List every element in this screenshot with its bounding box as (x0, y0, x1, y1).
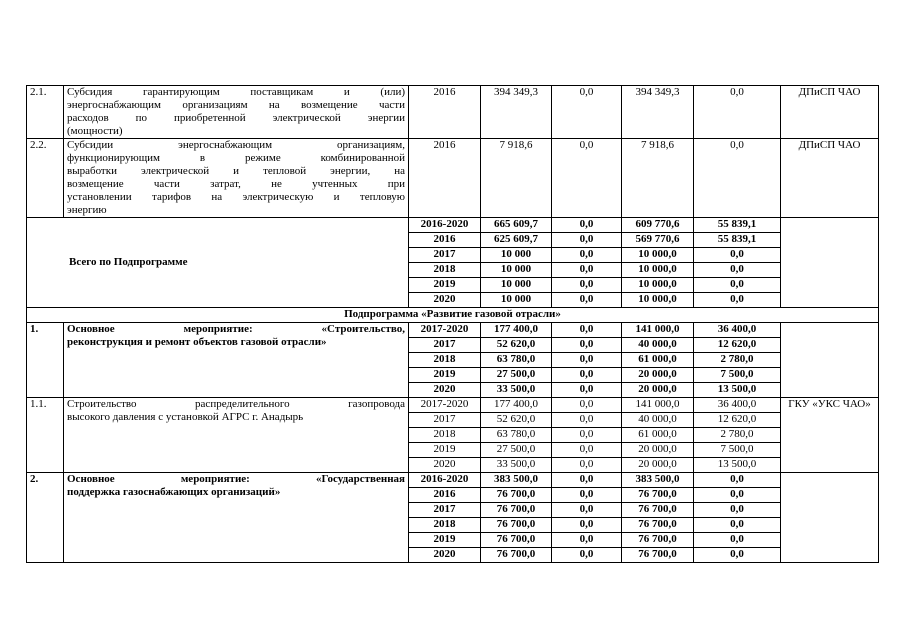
federal-cell: 0,0 (552, 86, 622, 139)
executor-cell: ГКУ «УКС ЧАО» (781, 398, 879, 473)
year-cell: 2020 (409, 293, 481, 308)
description-line: поддержка газоснабжающих организаций» (67, 486, 281, 498)
year-cell: 2019 (409, 443, 481, 458)
regional-cell: 40 000,0 (622, 338, 694, 353)
municipal-cell: 0,0 (694, 139, 781, 218)
municipal-cell: 55 839,1 (694, 218, 781, 233)
federal-cell: 0,0 (552, 473, 622, 488)
municipal-cell: 0,0 (694, 503, 781, 518)
table-row (27, 323, 879, 338)
description-cell (64, 139, 409, 218)
total-cell: 10 000 (481, 248, 552, 263)
total-cell: 10 000 (481, 278, 552, 293)
regional-cell: 20 000,0 (622, 383, 694, 398)
description-cell (64, 323, 409, 398)
item-number: 2.1. (27, 86, 64, 139)
municipal-cell: 0,0 (694, 518, 781, 533)
total-cell: 52 620,0 (481, 338, 552, 353)
year-cell: 2018 (409, 353, 481, 368)
regional-cell: 10 000,0 (622, 263, 694, 278)
description-line: расходов по приобретенной электрической энергии (67, 112, 405, 124)
description-line: Строительство распределительного газопровода (67, 398, 405, 410)
executor-cell (781, 473, 879, 563)
table-row (27, 218, 879, 233)
table-row (27, 398, 879, 413)
description-line: высокого давления с установкой АГРС г. Анадырь (67, 411, 304, 423)
year-cell: 2017-2020 (409, 323, 481, 338)
federal-cell: 0,0 (552, 263, 622, 278)
regional-cell: 10 000,0 (622, 293, 694, 308)
description-cell (64, 398, 409, 473)
year-cell: 2016-2020 (409, 473, 481, 488)
municipal-cell: 55 839,1 (694, 233, 781, 248)
year-cell: 2020 (409, 383, 481, 398)
federal-cell: 0,0 (552, 323, 622, 338)
regional-cell: 76 700,0 (622, 548, 694, 563)
regional-cell: 7 918,6 (622, 139, 694, 218)
municipal-cell: 13 500,0 (694, 383, 781, 398)
federal-cell: 0,0 (552, 368, 622, 383)
description-line: Субсидия гарантирующим поставщикам и (или) (67, 86, 405, 98)
federal-cell: 0,0 (552, 248, 622, 263)
total-cell: 10 000 (481, 263, 552, 278)
regional-cell: 141 000,0 (622, 323, 694, 338)
regional-cell: 569 770,6 (622, 233, 694, 248)
total-cell: 33 500,0 (481, 383, 552, 398)
municipal-cell: 0,0 (694, 248, 781, 263)
regional-cell: 61 000,0 (622, 428, 694, 443)
year-cell: 2017 (409, 503, 481, 518)
total-cell: 383 500,0 (481, 473, 552, 488)
regional-cell: 10 000,0 (622, 248, 694, 263)
section-header-row (27, 308, 879, 323)
federal-cell: 0,0 (552, 458, 622, 473)
item-number: 1. (27, 323, 64, 398)
federal-cell: 0,0 (552, 428, 622, 443)
municipal-cell: 7 500,0 (694, 368, 781, 383)
year-cell: 2020 (409, 548, 481, 563)
municipal-cell: 0,0 (694, 548, 781, 563)
description-cell (64, 86, 409, 139)
year-cell: 2016 (409, 488, 481, 503)
year-cell: 2016 (409, 233, 481, 248)
municipal-cell: 36 400,0 (694, 398, 781, 413)
total-cell: 76 700,0 (481, 503, 552, 518)
year-cell: 2016-2020 (409, 218, 481, 233)
total-cell: 76 700,0 (481, 518, 552, 533)
municipal-cell: 2 780,0 (694, 428, 781, 443)
description-line: реконструкция и ремонт объектов газовой отрасли» (67, 336, 327, 348)
municipal-cell: 0,0 (694, 488, 781, 503)
municipal-cell: 0,0 (694, 263, 781, 278)
municipal-cell: 0,0 (694, 533, 781, 548)
year-cell: 2017-2020 (409, 398, 481, 413)
total-cell: 7 918,6 (481, 139, 552, 218)
municipal-cell: 0,0 (694, 473, 781, 488)
regional-cell: 76 700,0 (622, 503, 694, 518)
description-line: энергоснабжающим организациям на возмещение части (67, 99, 405, 111)
description-line: установлении тарифов на электрическую и тепловую (67, 191, 405, 203)
total-cell: 76 700,0 (481, 548, 552, 563)
total-cell: 177 400,0 (481, 323, 552, 338)
description-line: выработки электрической и тепловой энергии, на (67, 165, 405, 177)
federal-cell: 0,0 (552, 413, 622, 428)
regional-cell: 76 700,0 (622, 533, 694, 548)
regional-cell: 76 700,0 (622, 518, 694, 533)
description-line: функционирующим в режиме комбинированной (67, 152, 405, 164)
municipal-cell: 12 620,0 (694, 413, 781, 428)
total-cell: 665 609,7 (481, 218, 552, 233)
executor-cell (781, 218, 879, 308)
federal-cell: 0,0 (552, 139, 622, 218)
table-row (27, 86, 879, 139)
executor-cell (781, 323, 879, 398)
year-cell: 2016 (409, 86, 481, 139)
description-line: Основное мероприятие: «Строительство, (67, 323, 405, 335)
regional-cell: 20 000,0 (622, 458, 694, 473)
description-line: возмещение части затрат, не учтенных при (67, 178, 405, 190)
item-number: 2.2. (27, 139, 64, 218)
regional-cell: 141 000,0 (622, 398, 694, 413)
year-cell: 2019 (409, 533, 481, 548)
table-row (27, 473, 879, 488)
total-cell: 63 780,0 (481, 428, 552, 443)
year-cell: 2020 (409, 458, 481, 473)
section-title: Подпрограмма «Развитие газовой отрасли» (27, 308, 879, 323)
total-cell: 76 700,0 (481, 533, 552, 548)
total-cell: 76 700,0 (481, 488, 552, 503)
municipal-cell: 36 400,0 (694, 323, 781, 338)
federal-cell: 0,0 (552, 533, 622, 548)
regional-cell: 61 000,0 (622, 353, 694, 368)
municipal-cell: 0,0 (694, 86, 781, 139)
municipal-cell: 7 500,0 (694, 443, 781, 458)
regional-cell: 20 000,0 (622, 368, 694, 383)
executor-cell: ДПиСП ЧАО (781, 139, 879, 218)
federal-cell: 0,0 (552, 548, 622, 563)
federal-cell: 0,0 (552, 218, 622, 233)
description-line: энергию (67, 204, 107, 216)
regional-cell: 394 349,3 (622, 86, 694, 139)
federal-cell: 0,0 (552, 518, 622, 533)
federal-cell: 0,0 (552, 338, 622, 353)
total-cell: 52 620,0 (481, 413, 552, 428)
regional-cell: 609 770,6 (622, 218, 694, 233)
description-line: Субсидии энергоснабжающим организациям, (67, 139, 405, 151)
table-row (27, 139, 879, 218)
municipal-cell: 13 500,0 (694, 458, 781, 473)
federal-cell: 0,0 (552, 278, 622, 293)
year-cell: 2017 (409, 248, 481, 263)
year-cell: 2017 (409, 413, 481, 428)
regional-cell: 10 000,0 (622, 278, 694, 293)
total-cell: 394 349,3 (481, 86, 552, 139)
federal-cell: 0,0 (552, 503, 622, 518)
federal-cell: 0,0 (552, 383, 622, 398)
executor-cell: ДПиСП ЧАО (781, 86, 879, 139)
total-cell: 33 500,0 (481, 458, 552, 473)
federal-cell: 0,0 (552, 353, 622, 368)
federal-cell: 0,0 (552, 398, 622, 413)
total-cell: 27 500,0 (481, 443, 552, 458)
total-cell: 10 000 (481, 293, 552, 308)
year-cell: 2018 (409, 518, 481, 533)
federal-cell: 0,0 (552, 443, 622, 458)
total-cell: 27 500,0 (481, 368, 552, 383)
federal-cell: 0,0 (552, 488, 622, 503)
municipal-cell: 2 780,0 (694, 353, 781, 368)
federal-cell: 0,0 (552, 293, 622, 308)
regional-cell: 76 700,0 (622, 488, 694, 503)
item-number: 1.1. (27, 398, 64, 473)
description-line: Основное мероприятие: «Государственная (67, 473, 405, 485)
total-cell: 63 780,0 (481, 353, 552, 368)
year-cell: 2018 (409, 263, 481, 278)
description-cell (64, 473, 409, 563)
item-number: 2. (27, 473, 64, 563)
federal-cell: 0,0 (552, 233, 622, 248)
year-cell: 2019 (409, 278, 481, 293)
program-table (26, 85, 879, 563)
year-cell: 2018 (409, 428, 481, 443)
regional-cell: 383 500,0 (622, 473, 694, 488)
year-cell: 2016 (409, 139, 481, 218)
municipal-cell: 0,0 (694, 278, 781, 293)
total-label: Всего по Подпрограмме (27, 218, 409, 308)
municipal-cell: 0,0 (694, 293, 781, 308)
year-cell: 2019 (409, 368, 481, 383)
municipal-cell: 12 620,0 (694, 338, 781, 353)
description-line: (мощности) (67, 125, 123, 137)
regional-cell: 40 000,0 (622, 413, 694, 428)
total-cell: 625 609,7 (481, 233, 552, 248)
regional-cell: 20 000,0 (622, 443, 694, 458)
year-cell: 2017 (409, 338, 481, 353)
total-cell: 177 400,0 (481, 398, 552, 413)
